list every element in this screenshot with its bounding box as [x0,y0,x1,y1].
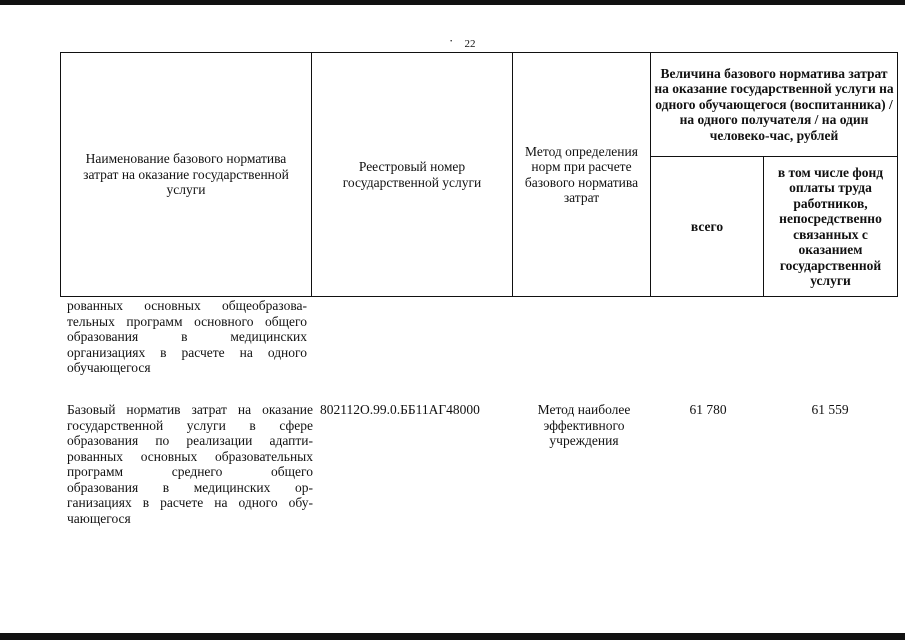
row-method-cell: Метод наиболее эффективного учреждения [537,402,631,448]
header-value-group: Величина базового норматива затрат на оказание государственной услуги на одного обучающегося (воспитанника) / на одного получателя / на один человеко-час, рублей [651,53,898,157]
header-wage-column: в том числе фонд оплаты труда работников, непосредственно связанных с оказанием государственной услуги [764,157,898,297]
header-registry-column: Реестровый номер государственной услуги [312,53,513,297]
continuation-name-text: рованных основных общеобразова- тельных программ основного общего образования в медицинских организациях в расчете на одного обучающегося [67,298,307,375]
bottom-scan-border [0,633,905,640]
page-number: · 22 [455,38,485,50]
top-scan-border [0,0,905,5]
row-wage-cell: 61 559 [811,402,849,417]
row-registry-cell: 802112О.99.0.ББ11АГ48000 [320,402,480,417]
header-name-column: Наименование базового норматива затрат на оказание государственной услуги [61,53,312,297]
row-name-cell: Базовый норматив затрат на оказание государственной услуги в сфере образования по реализации адапти- рованных основных образовательных программ среднего общего образования в медицинских ор- ганизациях в расчете на одного обу- чающегося [67,402,313,526]
header-method-column: Метод определения норм при расчете базового норматива затрат [513,53,651,297]
row-total-cell: 61 780 [689,402,727,417]
table-header [60,52,898,297]
header-total-column: всего [651,157,764,297]
